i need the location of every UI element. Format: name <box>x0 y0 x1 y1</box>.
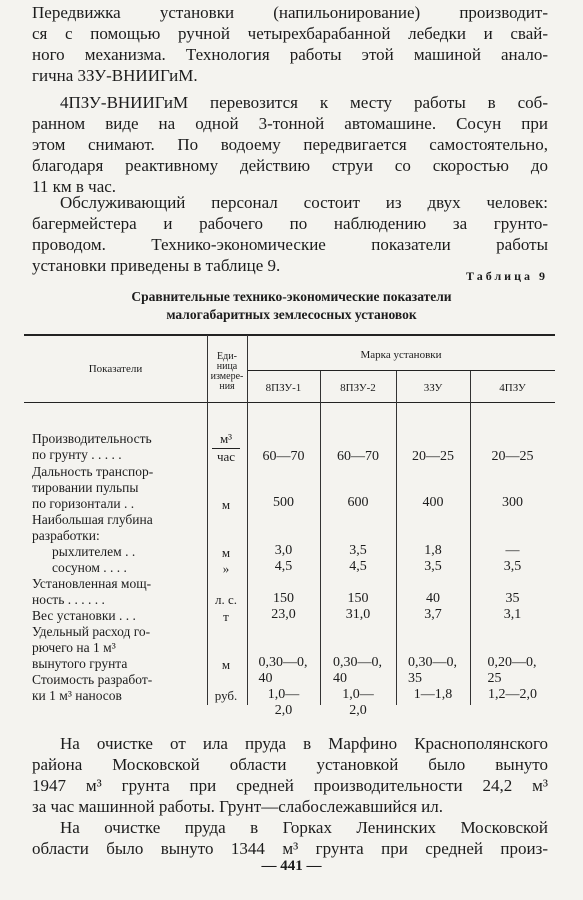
header-unit-line: ния <box>219 381 235 392</box>
cell: 600 <box>347 495 369 510</box>
cell: 3,1 <box>503 607 522 622</box>
table-top-rule <box>24 334 555 336</box>
table-label: Таблица 9 <box>466 269 548 283</box>
cell: 35 <box>505 591 520 606</box>
text-line: Обслуживающий персонал состоит из двух человек: <box>60 193 548 212</box>
cell: 4,5 <box>349 559 367 574</box>
cell-value: 0,30—0,35 <box>408 655 457 686</box>
cell: 1,2—2,0 <box>488 687 537 702</box>
row-label-line: Вес установки . . . <box>32 608 136 623</box>
header-unit-line: ница <box>216 361 238 372</box>
text-line: за час машинной работы. Грунт—слабослежавшийся ил. <box>32 797 443 816</box>
cell-value: 1,0—2,0 <box>342 687 374 718</box>
row-label <box>32 672 152 704</box>
row-label-line: Наибольшая глубина <box>32 512 153 527</box>
text-line: благодаря реактивному действию струи со скоростью до <box>32 156 548 175</box>
cell: 60—70 <box>262 449 305 464</box>
header-unit <box>207 352 247 392</box>
unit: т <box>223 609 229 624</box>
cell: 1—1,8 <box>413 687 453 702</box>
cell-value: 0,30—0,40 <box>258 655 308 686</box>
row-label-line: по горизонтали . . <box>32 496 135 511</box>
text-line: 1947 м³ грунта при средней производительности 24,2 м³ <box>32 776 548 795</box>
row-label-line: рючего на 1 м³ <box>32 640 116 655</box>
unit: м <box>221 545 231 560</box>
text-line: района Московской области установкой было вынуто <box>32 755 548 774</box>
cell: 20—25 <box>491 449 534 464</box>
text-line: На очистке пруда в Горках Ленинских Московской <box>60 818 548 837</box>
unit: м <box>221 497 231 512</box>
cell: 4,5 <box>274 559 293 574</box>
text-line: гична 3ЗУ-ВНИИГиМ. <box>32 66 198 85</box>
row-label-line: разработки: <box>32 528 100 543</box>
row-label <box>32 624 150 672</box>
cell-two-line <box>247 687 320 719</box>
row-label <box>32 431 152 463</box>
cell: 1,8 <box>424 543 442 558</box>
caption-line: малогабаритных землесосных установок <box>166 307 417 322</box>
text-line: области было вынуто 1344 м³ грунта при средней произ- <box>32 839 548 858</box>
cell: 31,0 <box>345 607 371 622</box>
row-label-line: по грунту . . . . . <box>32 447 122 462</box>
header-indicators: Показатели <box>88 363 143 375</box>
caption-line: Сравнительные технико-экономические показатели <box>131 289 452 304</box>
cell-two-line <box>247 655 320 687</box>
header-brand: Марка установки <box>360 349 442 361</box>
unit-denominator: час <box>216 449 236 464</box>
row-label <box>32 512 153 544</box>
cell: 40 <box>426 591 440 606</box>
text-line: багермейстера и рабочего по наблюдению за грунто- <box>32 214 548 233</box>
row-label-line: тировании пульпы <box>32 480 139 495</box>
header-bottom-rule <box>24 402 555 403</box>
cell-value: 1,0—2,0 <box>267 687 300 718</box>
cell: 3,5 <box>503 559 522 574</box>
row-label-line: рыхлителем . . <box>52 544 136 559</box>
unit: л. с. <box>214 592 237 607</box>
text-line: 4ПЗУ-ВНИИГиМ перевозится к месту работы в соб- <box>60 93 548 112</box>
text-line: ранном виде на одной 3-тонной автомашине. Сосун при <box>32 114 548 133</box>
cell: 23,0 <box>271 607 296 622</box>
comparison-table <box>24 330 555 718</box>
paragraph-2 <box>32 92 548 197</box>
row-label-line: Удельный расход го- <box>32 624 151 639</box>
text-line: установки приведены в таблице 9. <box>32 256 281 275</box>
cell-two-line <box>320 655 396 687</box>
cell: 150 <box>273 591 294 606</box>
text-line: ного механизма. Технология работы этой машиной анало- <box>32 45 548 64</box>
paragraph-3 <box>32 192 548 276</box>
row-label-line: Производительность <box>32 431 152 446</box>
cell: 3,5 <box>349 543 367 558</box>
cell: 400 <box>422 495 444 510</box>
row-label <box>32 576 151 608</box>
text-line: этом снимают. По водоему передвигается самостоятельно, <box>32 135 548 154</box>
row-label <box>52 560 127 576</box>
cell-two-line <box>320 687 396 719</box>
header-model: 8ПЗУ-2 <box>340 382 376 394</box>
cell: 3,5 <box>424 559 442 574</box>
row-label-line: вынутого грунта <box>32 656 128 671</box>
row-label <box>32 464 153 512</box>
unit: » <box>222 561 230 576</box>
row-label-line: сосуном . . . . <box>52 560 127 575</box>
row-label-line: Дальность транспор- <box>32 464 154 479</box>
paragraph-1 <box>32 2 548 86</box>
paragraph-5 <box>32 817 548 859</box>
cell: 3,0 <box>274 543 293 558</box>
row-label <box>52 544 135 560</box>
cell: 3,7 <box>424 607 442 622</box>
header-model: 8ПЗУ-1 <box>265 382 302 394</box>
cell-two-line <box>396 655 470 687</box>
cell: 300 <box>502 495 523 510</box>
header-unit-line: Еди- <box>217 351 237 362</box>
header-unit-line: измере- <box>210 371 244 382</box>
row-label-line: ки 1 м³ наносов <box>32 688 122 703</box>
text-line: На очистке от ила пруда в Марфино Краснополянского <box>60 734 548 753</box>
header-model: 4ПЗУ <box>499 382 526 394</box>
unit-numerator: м³ <box>219 431 233 446</box>
cell-two-line <box>470 655 555 687</box>
header-model: 3ЗУ <box>423 382 443 394</box>
page-number: — 441 — <box>261 858 322 874</box>
unit: руб. <box>214 688 238 703</box>
cell-value: 0,20—0,25 <box>487 655 537 686</box>
text-line: проводом. Технико-экономические показатели работы <box>32 235 548 254</box>
row-label-line: Стоимость разработ- <box>32 672 153 687</box>
row-label-line: Установленная мощ- <box>32 576 152 591</box>
cell: — <box>505 543 520 558</box>
text-line: ся с помощью ручной четырехбарабанной лебедки и свай- <box>32 24 548 43</box>
cell: 150 <box>347 591 369 606</box>
cell: 60—70 <box>337 449 379 464</box>
table-caption <box>30 288 553 324</box>
paragraph-4 <box>32 733 548 817</box>
cell: 500 <box>273 495 294 510</box>
cell: 20—25 <box>412 449 454 464</box>
row-label <box>32 608 136 624</box>
text-line: 11 км в час. <box>32 177 117 196</box>
text-line: Передвижка установки (напильонирование) производит- <box>32 3 548 22</box>
row-label-line: ность . . . . . . <box>32 592 105 607</box>
cell-value: 0,30—0,40 <box>333 655 382 686</box>
unit: м <box>221 657 231 672</box>
brand-header-rule <box>247 370 555 371</box>
